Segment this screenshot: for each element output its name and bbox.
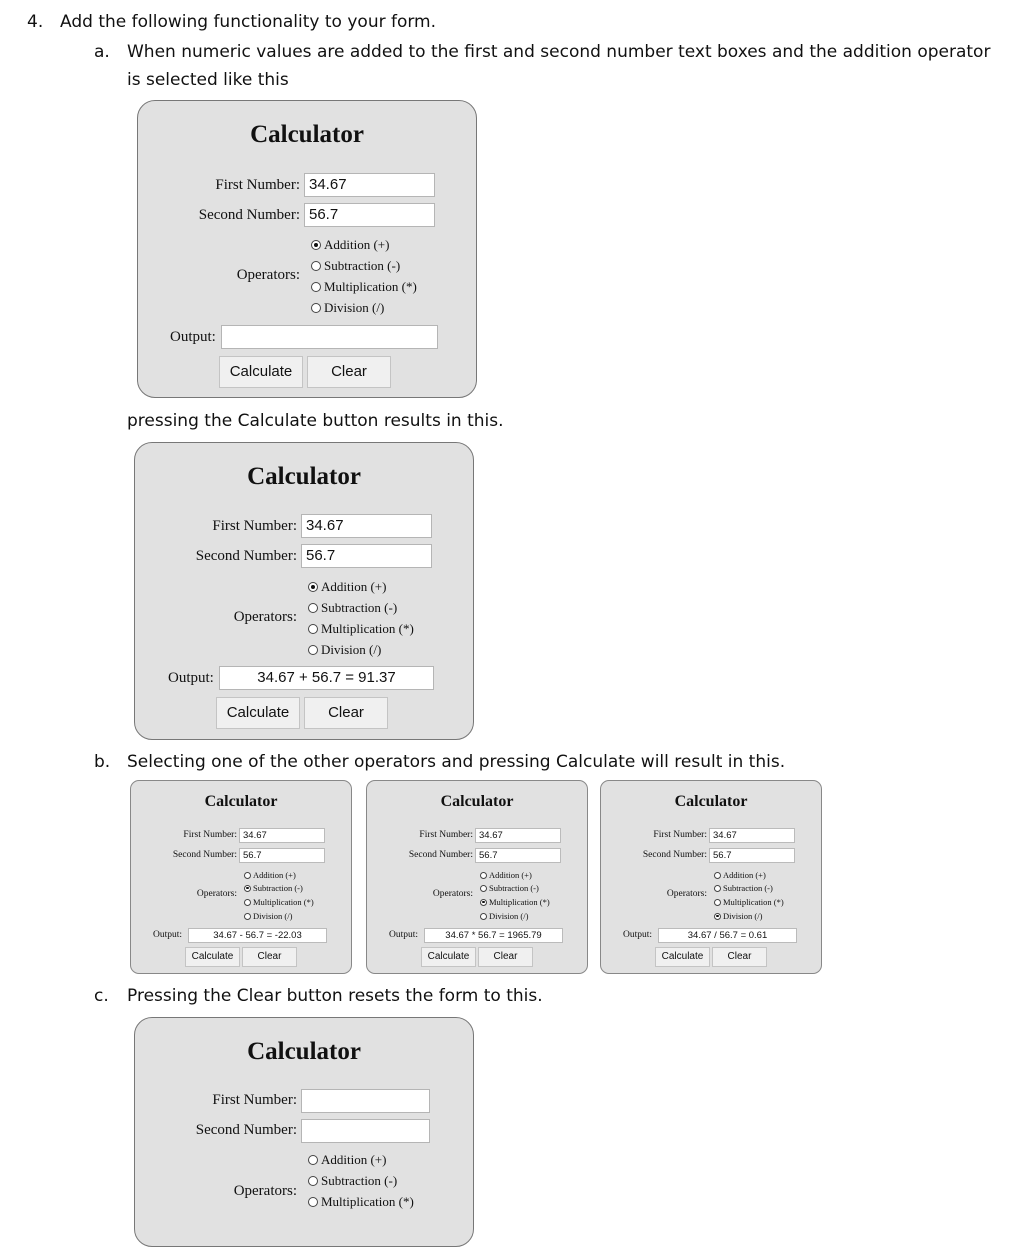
radio-division[interactable] xyxy=(480,911,528,921)
radio-addition-label: Addition (+) xyxy=(321,579,387,594)
calculator-title: Calculator xyxy=(204,793,278,810)
second-number-input[interactable]: 56.7 xyxy=(304,203,435,227)
second-number-label: Second Number: xyxy=(642,850,707,860)
first-number-input[interactable]: 34.67 xyxy=(301,514,432,538)
radio-subtraction-label: Subtraction (-) xyxy=(253,883,303,893)
radio-button-icon[interactable] xyxy=(714,872,721,879)
output-field[interactable] xyxy=(221,325,438,349)
second-number-input[interactable]: 56.7 xyxy=(301,544,432,568)
radio-button-icon[interactable] xyxy=(311,282,321,292)
item-c-text: Pressing the Clear button resets the form to this. xyxy=(127,986,543,1006)
radio-button-icon[interactable] xyxy=(714,885,721,892)
calculate-button[interactable]: Calculate xyxy=(219,356,303,388)
operators-label: Operators: xyxy=(233,1183,297,1199)
radio-multiplication[interactable] xyxy=(308,1194,414,1210)
clear-button[interactable]: Clear xyxy=(478,947,533,967)
radio-subtraction-label: Subtraction (-) xyxy=(489,883,539,893)
first-number-label: First Number: xyxy=(212,1092,297,1108)
radio-subtraction-label: Subtraction (-) xyxy=(324,258,401,273)
operators-label: Operators: xyxy=(666,889,707,899)
item-c-marker: c. xyxy=(94,986,109,1006)
radio-subtraction[interactable] xyxy=(308,600,397,616)
radio-subtraction[interactable] xyxy=(480,883,539,893)
radio-addition-label: Addition (+) xyxy=(489,870,532,880)
radio-division-label: Division (/) xyxy=(489,911,529,921)
radio-addition-label: Addition (+) xyxy=(324,237,390,252)
first-number-label: First Number: xyxy=(212,518,297,534)
second-number-label: Second Number: xyxy=(195,548,297,564)
radio-multiplication[interactable] xyxy=(311,279,417,295)
radio-button-icon[interactable] xyxy=(244,872,251,879)
calculator-division xyxy=(600,780,822,974)
first-number-input[interactable]: 34.67 xyxy=(475,828,561,843)
calculator-cleared xyxy=(134,1017,474,1247)
radio-button-icon[interactable] xyxy=(714,913,721,920)
step-text: Add the following functionality to your form. xyxy=(60,12,437,32)
calculator-before xyxy=(137,100,477,398)
calculate-button[interactable]: Calculate xyxy=(216,697,300,729)
operators-label: Operators: xyxy=(196,889,237,899)
step-number: 4. xyxy=(27,12,44,32)
item-a-after-text: pressing the Calculate button results in this. xyxy=(127,411,504,431)
calculate-button[interactable]: Calculate xyxy=(185,947,240,967)
calculate-button[interactable]: Calculate xyxy=(655,947,710,967)
first-number-input[interactable]: 34.67 xyxy=(239,828,325,843)
radio-division[interactable] xyxy=(714,911,762,921)
radio-multiplication-label: Multiplication (*) xyxy=(321,621,414,636)
radio-subtraction[interactable] xyxy=(244,883,303,893)
radio-button-icon[interactable] xyxy=(308,624,318,634)
radio-button-icon[interactable] xyxy=(311,240,321,250)
radio-button-icon[interactable] xyxy=(311,303,321,313)
output-field[interactable]: 34.67 * 56.7 = 1965.79 xyxy=(424,928,563,943)
operators-label: Operators: xyxy=(432,889,473,899)
radio-button-icon[interactable] xyxy=(308,1155,318,1165)
item-a-marker: a. xyxy=(94,42,110,62)
radio-addition-label: Addition (+) xyxy=(253,870,296,880)
radio-multiplication-label: Multiplication (*) xyxy=(489,897,550,907)
second-number-label: Second Number: xyxy=(172,850,237,860)
clear-button[interactable]: Clear xyxy=(712,947,767,967)
radio-multiplication[interactable] xyxy=(480,897,550,907)
calculator-title: Calculator xyxy=(440,793,514,810)
radio-button-icon[interactable] xyxy=(311,261,321,271)
second-number-label: Second Number: xyxy=(195,1122,297,1138)
output-field[interactable]: 34.67 + 56.7 = 91.37 xyxy=(219,666,434,690)
first-number-label: First Number: xyxy=(653,830,707,840)
first-number-input[interactable]: 34.67 xyxy=(709,828,795,843)
radio-addition[interactable] xyxy=(480,870,532,880)
second-number-input[interactable] xyxy=(301,1119,430,1143)
clear-button[interactable]: Clear xyxy=(304,697,388,729)
radio-subtraction[interactable] xyxy=(308,1173,397,1189)
radio-button-icon[interactable] xyxy=(244,913,251,920)
radio-button-icon[interactable] xyxy=(480,872,487,879)
radio-button-icon[interactable] xyxy=(308,645,318,655)
second-number-input[interactable]: 56.7 xyxy=(239,848,325,863)
output-label: Output: xyxy=(153,930,183,940)
radio-button-icon[interactable] xyxy=(480,899,487,906)
radio-multiplication[interactable] xyxy=(244,897,314,907)
radio-division-label: Division (/) xyxy=(321,642,382,657)
clear-button[interactable]: Clear xyxy=(307,356,391,388)
calculator-title: Calculator xyxy=(250,121,364,148)
radio-button-icon[interactable] xyxy=(308,603,318,613)
radio-button-icon[interactable] xyxy=(480,913,487,920)
operators-label: Operators: xyxy=(236,267,300,283)
radio-button-icon[interactable] xyxy=(244,899,251,906)
first-number-input[interactable] xyxy=(301,1089,430,1113)
calculator-title: Calculator xyxy=(247,1038,361,1065)
radio-division-label: Division (/) xyxy=(253,911,293,921)
radio-button-icon[interactable] xyxy=(308,1197,318,1207)
output-field[interactable]: 34.67 / 56.7 = 0.61 xyxy=(658,928,797,943)
second-number-input[interactable]: 56.7 xyxy=(709,848,795,863)
radio-multiplication-label: Multiplication (*) xyxy=(253,897,314,907)
output-field[interactable]: 34.67 - 56.7 = -22.03 xyxy=(188,928,327,943)
radio-multiplication-label: Multiplication (*) xyxy=(723,897,784,907)
calculator-after xyxy=(134,442,474,740)
calculator-title: Calculator xyxy=(247,463,361,490)
item-b-marker: b. xyxy=(94,752,111,772)
calculator-title: Calculator xyxy=(674,793,748,810)
calculator-subtraction xyxy=(130,780,352,974)
radio-button-icon[interactable] xyxy=(244,885,251,892)
first-number-input[interactable]: 34.67 xyxy=(304,173,435,197)
calculate-button[interactable]: Calculate xyxy=(421,947,476,967)
item-b-text: Selecting one of the other operators and pressing Calculate will result in this. xyxy=(127,752,786,772)
radio-addition[interactable] xyxy=(244,870,296,880)
output-label: Output: xyxy=(170,329,216,345)
radio-subtraction[interactable] xyxy=(714,883,773,893)
output-label: Output: xyxy=(623,930,653,940)
radio-button-icon[interactable] xyxy=(308,1176,318,1186)
first-number-label: First Number: xyxy=(419,830,473,840)
calculator-multiplication xyxy=(366,780,588,974)
radio-addition-label: Addition (+) xyxy=(723,870,766,880)
radio-multiplication-label: Multiplication (*) xyxy=(324,279,417,294)
radio-addition[interactable] xyxy=(311,237,389,253)
operators-label: Operators: xyxy=(233,609,297,625)
first-number-label: First Number: xyxy=(215,177,300,193)
radio-multiplication[interactable] xyxy=(714,897,784,907)
first-number-label: First Number: xyxy=(183,830,237,840)
radio-division[interactable] xyxy=(244,911,292,921)
radio-division[interactable] xyxy=(308,642,381,658)
output-label: Output: xyxy=(389,930,419,940)
radio-subtraction[interactable] xyxy=(311,258,400,274)
radio-division-label: Division (/) xyxy=(723,911,763,921)
radio-addition[interactable] xyxy=(714,870,766,880)
radio-division[interactable] xyxy=(311,300,384,316)
second-number-label: Second Number: xyxy=(198,207,300,223)
second-number-label: Second Number: xyxy=(408,850,473,860)
radio-division-label: Division (/) xyxy=(324,300,385,315)
radio-addition-label: Addition (+) xyxy=(321,1152,387,1167)
output-label: Output: xyxy=(168,670,214,686)
radio-addition[interactable] xyxy=(308,1152,386,1168)
clear-button[interactable]: Clear xyxy=(242,947,297,967)
radio-subtraction-label: Subtraction (-) xyxy=(723,883,773,893)
radio-multiplication-label: Multiplication (*) xyxy=(321,1194,414,1209)
second-number-input[interactable]: 56.7 xyxy=(475,848,561,863)
radio-button-icon[interactable] xyxy=(714,899,721,906)
radio-subtraction-label: Subtraction (-) xyxy=(321,1173,398,1188)
radio-subtraction-label: Subtraction (-) xyxy=(321,600,398,615)
radio-addition[interactable] xyxy=(308,579,386,595)
item-a-text: When numeric values are added to the first and second number text boxes and the addition operator is selected like this xyxy=(127,42,991,90)
radio-multiplication[interactable] xyxy=(308,621,414,637)
radio-button-icon[interactable] xyxy=(480,885,487,892)
radio-button-icon[interactable] xyxy=(308,582,318,592)
